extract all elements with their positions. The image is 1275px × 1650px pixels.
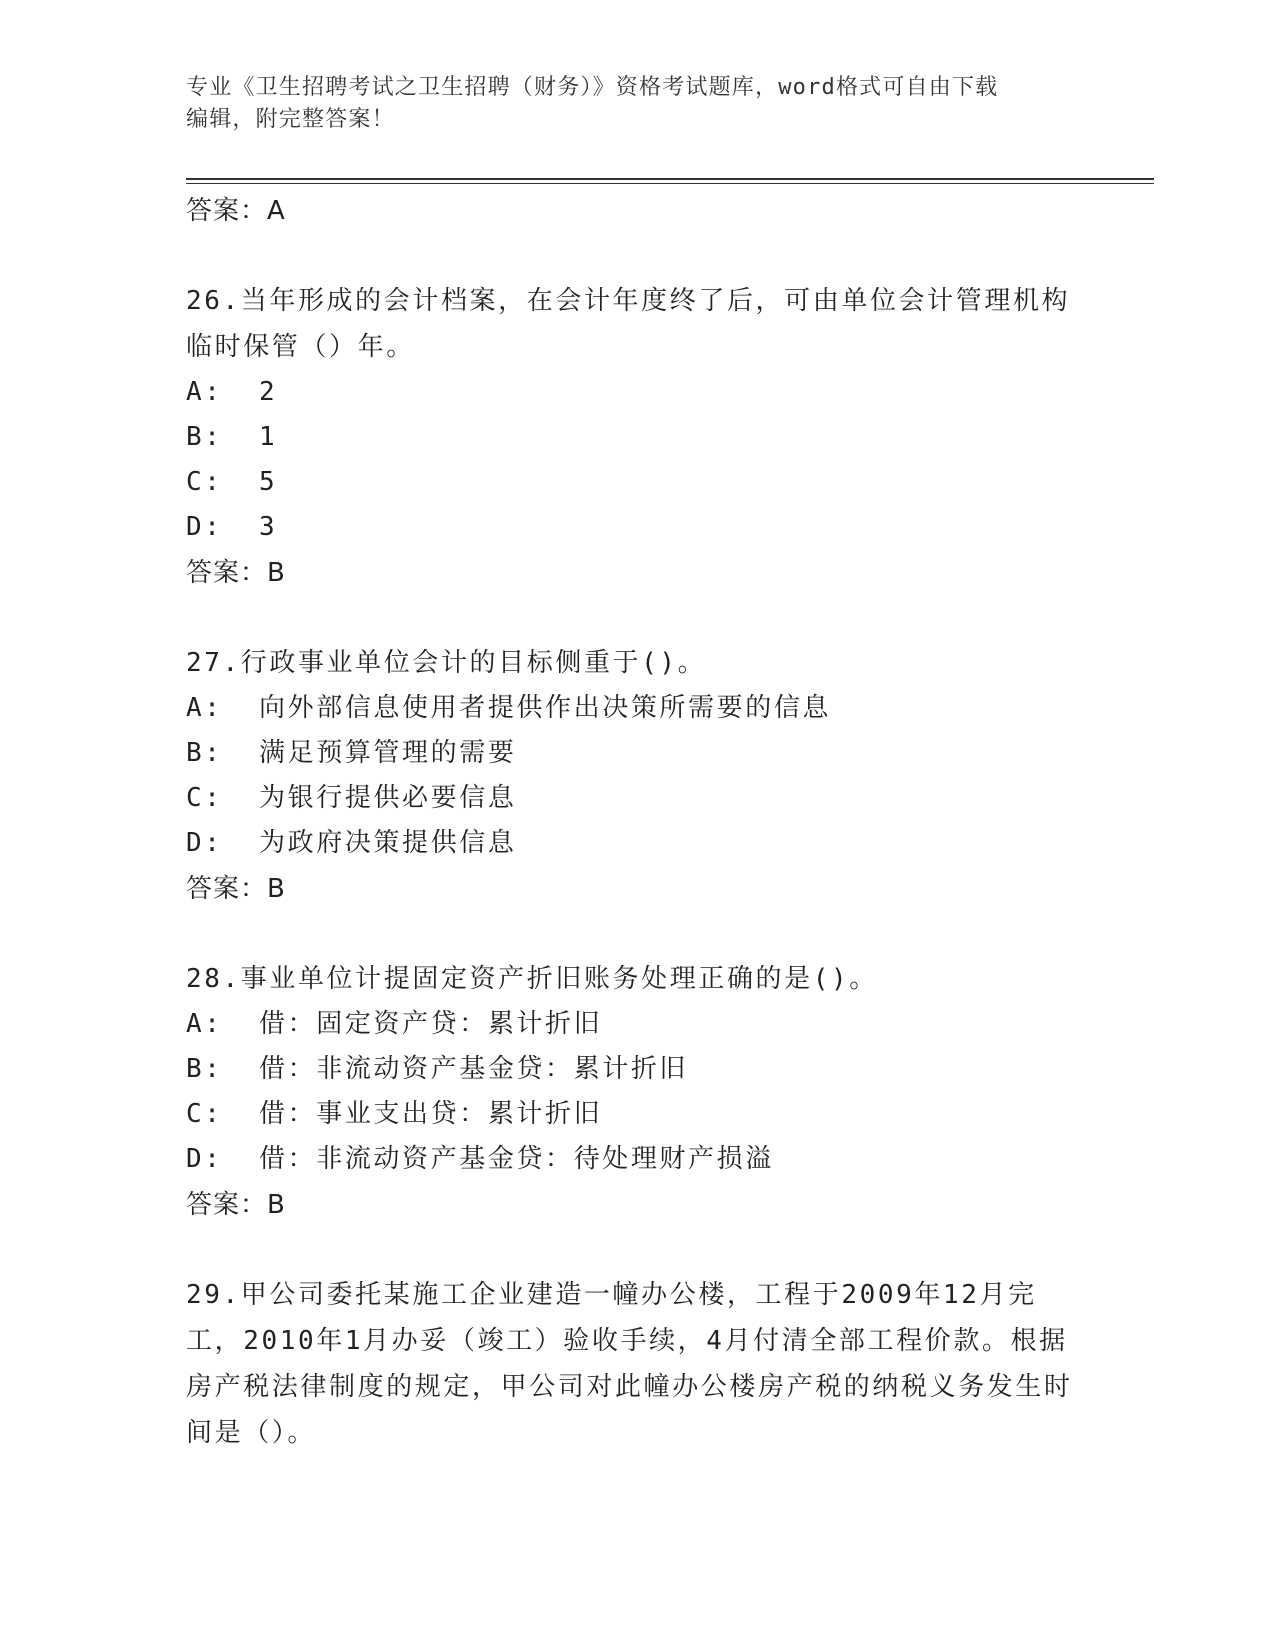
option-d: D: 借：非流动资产基金贷：待处理财产损溢 [186, 1144, 774, 1174]
question-26 [186, 278, 1086, 596]
answer-line: 答案：B [186, 874, 286, 904]
option-a: A: 借：固定资产贷：累计折旧 [186, 1009, 603, 1039]
question-text: 27.行政事业单位会计的目标侧重于()。 [186, 648, 707, 678]
spacer [186, 912, 1086, 956]
option-a: A: 向外部信息使用者提供作出决策所需要的信息 [186, 693, 832, 723]
question-text: 28.事业单位计提固定资产折旧账务处理正确的是()。 [186, 964, 878, 994]
header-divider-thin [186, 183, 1154, 184]
question-28 [186, 956, 1086, 1228]
question-29 [186, 1272, 1086, 1456]
answer-line: 答案：B [186, 1190, 286, 1220]
option-d: D: 为政府决策提供信息 [186, 828, 517, 858]
header-line-1: 专业《卫生招聘考试之卫生招聘（财务）》资格考试题库，word格式可自由下载 [186, 75, 999, 100]
option-c: C: 借：事业支出贷：累计折旧 [186, 1099, 603, 1129]
answer-line: 答案：B [186, 558, 286, 588]
spacer [186, 234, 1086, 278]
option-b: B: 借：非流动资产基金贷：累计折旧 [186, 1054, 689, 1084]
option-c: C: 为银行提供必要信息 [186, 783, 517, 813]
question-text: 26.当年形成的会计档案，在会计年度终了后，可由单位会计管理机构临时保管（）年。 [186, 286, 1071, 362]
question-list [186, 188, 1086, 1456]
option-b: B: 满足预算管理的需要 [186, 738, 517, 768]
question-27 [186, 640, 1086, 912]
question-text: 29.甲公司委托某施工企业建造一幢办公楼，工程于2009年12月完工，2010年1月办妥（竣工）验收手续，4月付清全部工程价款。根据房产税法律制度的规定，甲公司对此幢办公楼房产税的纳税义务发生时间是（）。 [186, 1280, 1073, 1448]
option-a: A: 2 [186, 377, 278, 407]
spacer [186, 596, 1086, 640]
option-b: B: 1 [186, 422, 278, 452]
spacer [186, 1228, 1086, 1272]
option-d: D: 3 [186, 512, 278, 542]
document-header [186, 72, 1086, 136]
option-c: C: 5 [186, 467, 278, 497]
header-line-2: 编辑，附完整答案！ [186, 107, 395, 132]
answer-line: 答案：A [186, 196, 286, 226]
header-divider-thick [186, 178, 1154, 180]
